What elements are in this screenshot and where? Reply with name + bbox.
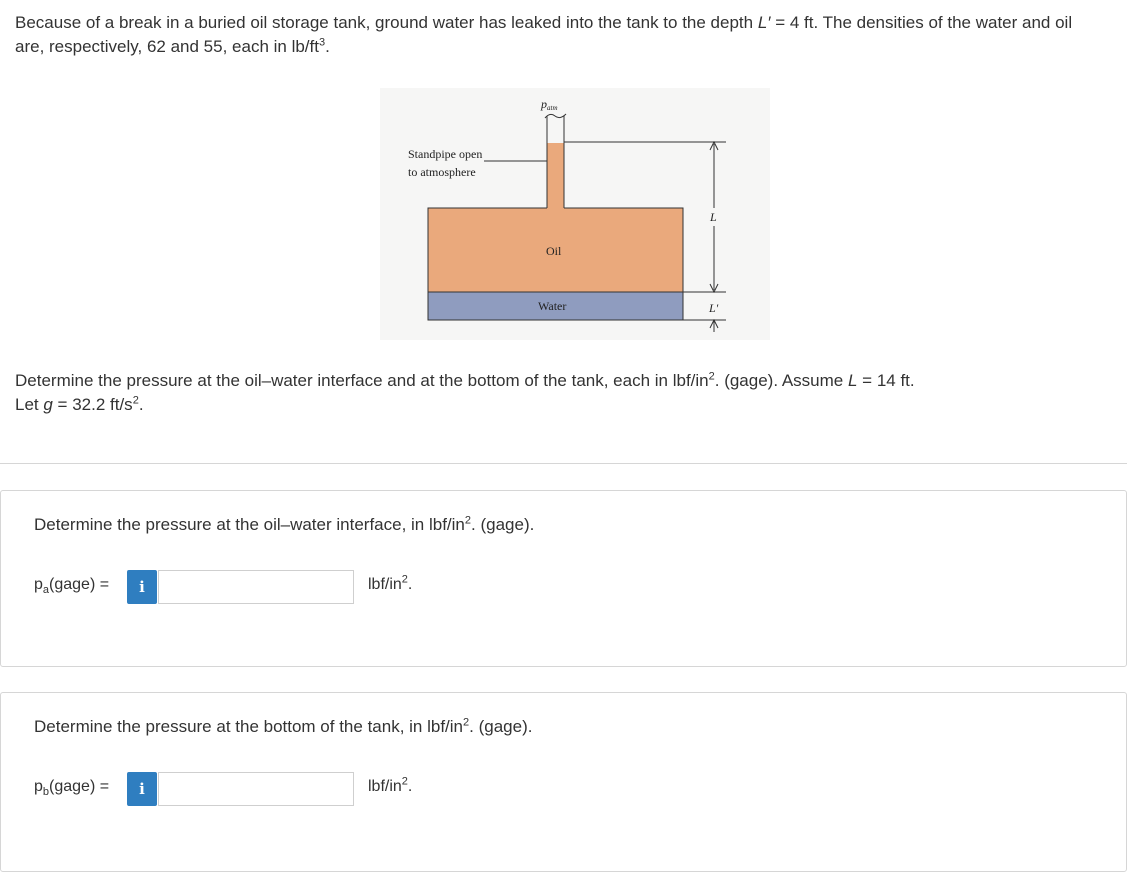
pb-label: $p_b(gage)$ = (34, 778, 110, 799)
problem-statement (15, 11, 1105, 59)
info-icon[interactable]: i (127, 570, 157, 604)
statement-text-1: Because of a break in a buried oil storage tank, ground water has leaked into the tank to the depth (15, 13, 758, 32)
statement-exponent: 3 (318, 36, 326, 49)
info-icon[interactable]: i (127, 772, 157, 806)
section-divider (0, 463, 1127, 464)
part-a-answer-row (34, 567, 634, 607)
statement-text-2: = 4 ft. The densities of the water and oil are, respectively, 62 and 55, each in lb/ft (15, 13, 1073, 56)
standpipe-oil (547, 143, 564, 209)
open-top-mark (545, 114, 566, 118)
standpipe-label-2: to atmosphere (408, 165, 476, 179)
part-a-card (0, 490, 1127, 667)
standpipe-label-1: Standpipe open (408, 147, 483, 161)
dim-L-label: L (710, 210, 717, 224)
statement-end: . (325, 37, 330, 56)
patm-label: patm (541, 97, 558, 112)
tank-diagram (380, 88, 770, 340)
part-b-answer-row (34, 769, 634, 809)
pb-answer-input[interactable] (158, 772, 354, 806)
tank-figure (380, 88, 770, 340)
part-a-question: Determine the pressure at the oil–water interface, in lbf/$in^2$. (gage). (34, 514, 535, 534)
pa-unit: lbf/$in^2$. (368, 573, 413, 593)
oil-label: Oil (546, 244, 562, 258)
dim-Lprime-label: L′ (709, 301, 719, 315)
pa-answer-input[interactable] (158, 570, 354, 604)
problem-question: Determine the pressure at the oil–water interface and at the bottom of the tank, each in lbf/$in^2$. (gage). Assume L = 14 ft. Let g = 32.2 $ft/s^2$. (15, 370, 915, 414)
statement-lprime: L′ (757, 13, 771, 32)
water-label: Water (538, 299, 567, 313)
pa-label: $p_a(gage)$ = (34, 576, 110, 597)
pb-unit: lbf/$in^2$. (368, 775, 413, 795)
part-b-question: Determine the pressure at the bottom of the tank, in lbf/$in^2$. (gage). (34, 716, 533, 736)
part-b-card (0, 692, 1127, 872)
